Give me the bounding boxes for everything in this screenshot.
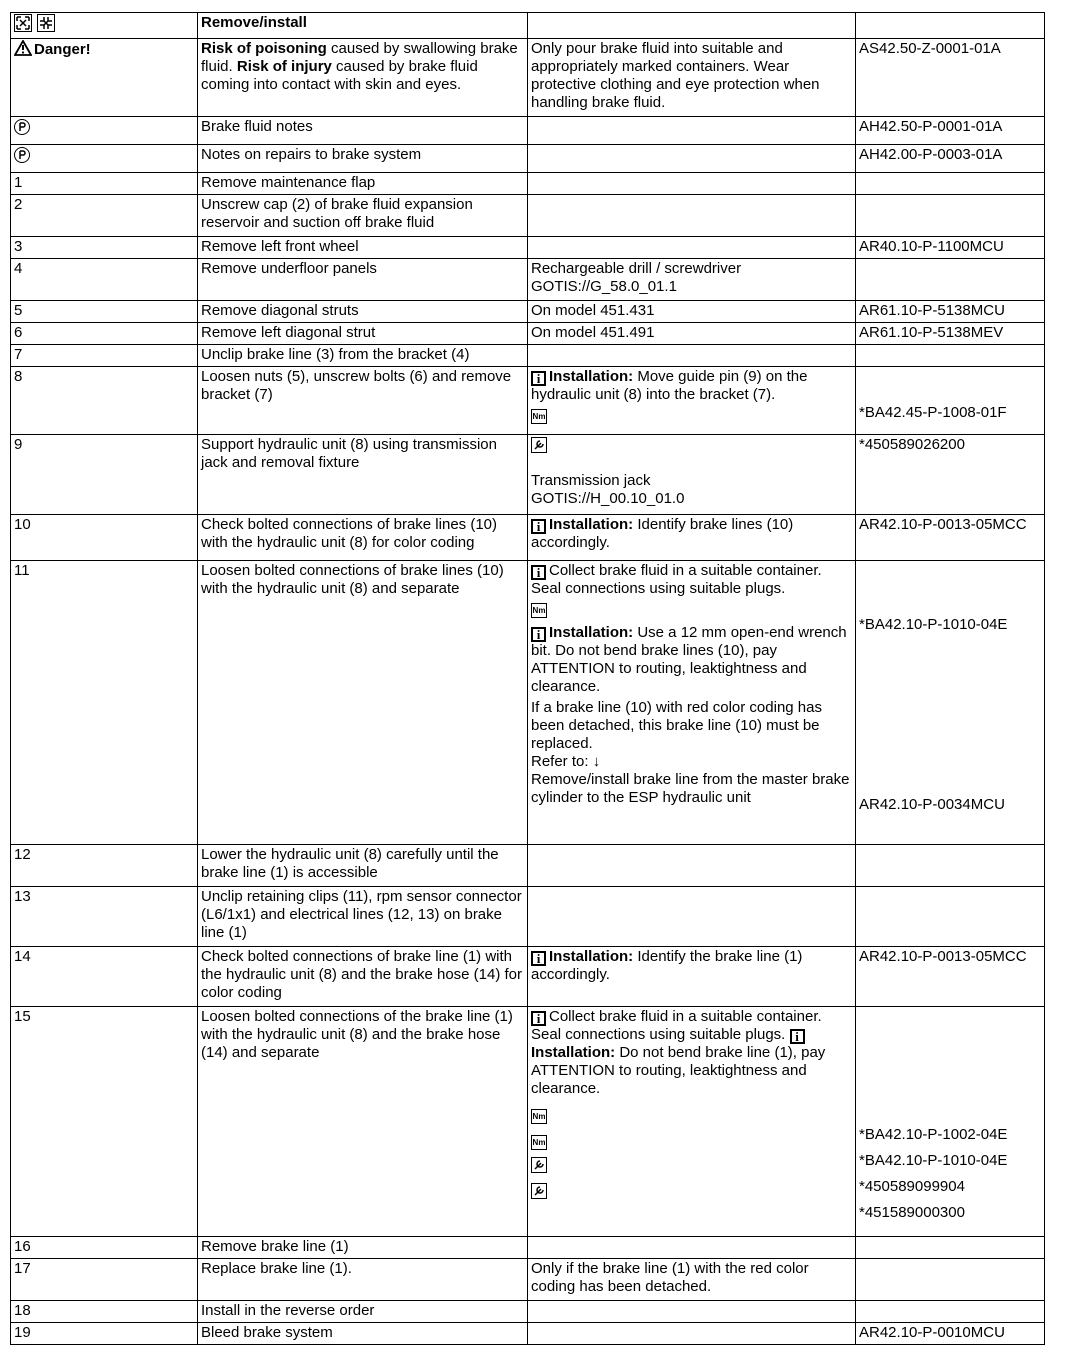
note-icon [14,147,30,163]
step-number: 8 [11,367,198,435]
step-text: Install in the reverse order [198,1301,528,1323]
step-row [11,195,1045,237]
step-number: 10 [11,515,198,561]
step-text: Check bolted connections of brake lines (10) with the hydraulic unit (8) for color coding [198,515,528,561]
header-row [11,13,1045,39]
danger-row [11,39,1045,117]
torque-icon: Nm [531,1135,547,1150]
step-number: 3 [11,237,198,259]
arrow-down-icon: ↓ [592,753,601,770]
step-row [11,1237,1045,1259]
torque-icon: Nm [531,409,547,424]
step-number: 9 [11,435,198,515]
step-number: 5 [11,301,198,323]
step-row [11,259,1045,301]
step-text: Remove maintenance flap [198,173,528,195]
step-ref-link[interactable]: *BA42.10-P-1010-04E [859,616,1008,633]
step-row: 10 Check bolted connections of brake lines (10) with the hydraulic unit (8) for color coding i Installation: Identify brake lines (10) accordingly. AR42.10-P-0013-05MCC [11,515,1045,561]
step-ref-link[interactable]: *450589026200 [856,435,1045,515]
step-number: 16 [11,1237,198,1259]
linked-procedure[interactable]: Remove/install brake line from the master brake cylinder to the ESP hydraulic unit [531,771,850,806]
note-ref-link[interactable]: AH42.00-P-0003-01A [856,145,1045,173]
danger-ref-link[interactable]: AS42.50-Z-0001-01A [856,39,1045,117]
info-icon: i [531,627,546,642]
red-coding-note: If a brake line (10) with red color coding has been detached, this brake line (10) must be replaced. [531,699,822,752]
step-text: Loosen bolted connections of the brake line (1) with the hydraulic unit (8) and the brake hose (14) and separate [198,1007,528,1237]
step-number: 11 [11,561,198,845]
step-ref-link[interactable]: *BA42.10-P-1002-04E [859,1126,1008,1143]
step-row [11,173,1045,195]
tool-name: Rechargeable drill / screwdriver [531,260,742,277]
step-row [11,887,1045,947]
info-icon: i [790,1029,805,1044]
step-ref-link[interactable]: *451589000300 [859,1204,965,1221]
info-icon: i [531,951,546,966]
step-number: 6 [11,323,198,345]
header-icons-cell [11,13,198,39]
step-text: Lower the hydraulic unit (8) carefully until the brake line (1) is accessible [198,845,528,887]
procedure-table [10,12,1045,1345]
step-ref-link[interactable]: AR42.10-P-0013-05MCC [856,515,1045,561]
step-text: Support hydraulic unit (8) using transmission jack and removal fixture [198,435,528,515]
step-text: Check bolted connections of brake line (1) with the hydraulic unit (8) and the brake hose (14) for color coding [198,947,528,1007]
expand-icon[interactable] [14,14,32,32]
step-row [11,1259,1045,1301]
info-icon: i [531,565,546,580]
step-row: 11 Loosen bolted connections of brake lines (10) with the hydraulic unit (8) and separate i Collect brake fluid in a suitable container. Seal connections using suitable plugs. Nm i Installation: Use a 12 mm open-end wrench bit. Do not bend brake lines (10), pay ATTENTION to routing, leaktightness and clearance. If a brake line (10) with red color coding has been detached, this brake line (10) must be replaced. Refer to: ↓ Remove/install brake line from the master brake cylinder to the ESP hydraulic unit *BA42.10-P-1010-04E AR42.10-P-0034MCU [11,561,1045,845]
step-info: On model 451.431 [528,301,856,323]
special-tool-icon [531,1157,547,1173]
step-info: On model 451.491 [528,323,856,345]
step-text: Replace brake line (1). [198,1259,528,1301]
danger-text: Risk of poisoning caused by swallowing brake fluid. Risk of injury caused by brake fluid coming into contact with skin and eyes. [198,39,528,117]
page-title: Remove/install [198,13,528,39]
step-row [11,435,1045,515]
step-text: Loosen bolted connections of brake lines (10) with the hydraulic unit (8) and separate [198,561,528,845]
collapse-icon[interactable] [37,14,55,32]
step-row [11,237,1045,259]
danger-label: Danger! [34,41,91,58]
torque-icon: Nm [531,1109,547,1124]
step-number: 14 [11,947,198,1007]
step-text: Bleed brake system [198,1323,528,1345]
step-info: Only if the brake line (1) with the red color coding has been detached. [528,1259,856,1301]
step-number: 12 [11,845,198,887]
tool-link[interactable]: GOTIS://G_58.0_01.1 [531,278,677,295]
info-icon: i [531,1011,546,1026]
danger-measure: Only pour brake fluid into suitable and appropriately marked containers. Wear protective clothing and eye protection when handling brake fluid. [528,39,856,117]
step-row [11,1301,1045,1323]
step-number: 13 [11,887,198,947]
step-ref-link[interactable]: *BA42.45-P-1008-01F [859,404,1007,421]
note-text: Notes on repairs to brake system [198,145,528,173]
step-number: 19 [11,1323,198,1345]
info-icon: i [531,519,546,534]
step-ref-link[interactable]: AR40.10-P-1100MCU [856,237,1045,259]
step-number: 4 [11,259,198,301]
step-text: Unclip retaining clips (11), rpm sensor connector (L6/1x1) and electrical lines (12, 13) on brake line (1) [198,887,528,947]
step-row [11,845,1045,887]
step-number: 15 [11,1007,198,1237]
step-text: Unscrew cap (2) of brake fluid expansion reservoir and suction off brake fluid [198,195,528,237]
step-text: Remove left front wheel [198,237,528,259]
step-text: Remove underfloor panels [198,259,528,301]
step-text: Remove left diagonal strut [198,323,528,345]
step-text: Loosen nuts (5), unscrew bolts (6) and remove bracket (7) [198,367,528,435]
step-row [11,323,1045,345]
tool-link[interactable]: GOTIS://H_00.10_01.0 [531,490,685,507]
special-tool-icon [531,1183,547,1199]
note-row [11,145,1045,173]
step-number: 1 [11,173,198,195]
step-row [11,345,1045,367]
step-text: Remove brake line (1) [198,1237,528,1259]
step-ref-link[interactable]: *BA42.10-P-1010-04E [859,1152,1008,1169]
info-icon: i [531,371,546,386]
step-ref-link[interactable]: AR61.10-P-5138MEV [856,323,1045,345]
step-row [11,1323,1045,1345]
step-ref-link[interactable]: AR42.10-P-0013-05MCC [856,947,1045,1007]
special-tool-icon [531,437,547,453]
step-number: 2 [11,195,198,237]
warning-triangle-icon [14,40,32,61]
step-row: 14 Check bolted connections of brake line (1) with the hydraulic unit (8) and the brake hose (14) for color coding i Installation: Identify the brake line (1) accordingly. AR42.10-P-0013-05MCC [11,947,1045,1007]
step-row [11,301,1045,323]
note-text: Brake fluid notes [198,117,528,145]
step-ref-link[interactable]: *450589099904 [859,1178,965,1195]
step-text: Remove diagonal struts [198,301,528,323]
step-number: 7 [11,345,198,367]
step-ref-link[interactable]: AR42.10-P-0034MCU [859,796,1005,813]
torque-icon: Nm [531,603,547,618]
note-row [11,117,1045,145]
step-row: 8 Loosen nuts (5), unscrew bolts (6) and remove bracket (7) i Installation: Move guide pin (9) on the hydraulic unit (8) into the bracket (7). Nm *BA42.45-P-1008-01F [11,367,1045,435]
note-ref-link[interactable]: AH42.50-P-0001-01A [856,117,1045,145]
tool-name: Transmission jack [531,472,651,489]
step-text: Unclip brake line (3) from the bracket (4) [198,345,528,367]
step-ref-link[interactable]: AR61.10-P-5138MCU [856,301,1045,323]
step-number: 17 [11,1259,198,1301]
note-icon [14,119,30,135]
step-number: 18 [11,1301,198,1323]
step-ref-link[interactable]: AR42.10-P-0010MCU [856,1323,1045,1345]
step-row: 15 Loosen bolted connections of the brake line (1) with the hydraulic unit (8) and the brake hose (14) and separate i Collect brake fluid in a suitable container. Seal connections using suitable plugs. iInstallation: Do not bend brake line (1), pay ATTENTION to routing, leaktightness and clearance. Nm Nm *BA42.10-P-1002-04E *BA42.10-P-1010-04E *450589099904 *451589000300 [11,1007,1045,1237]
